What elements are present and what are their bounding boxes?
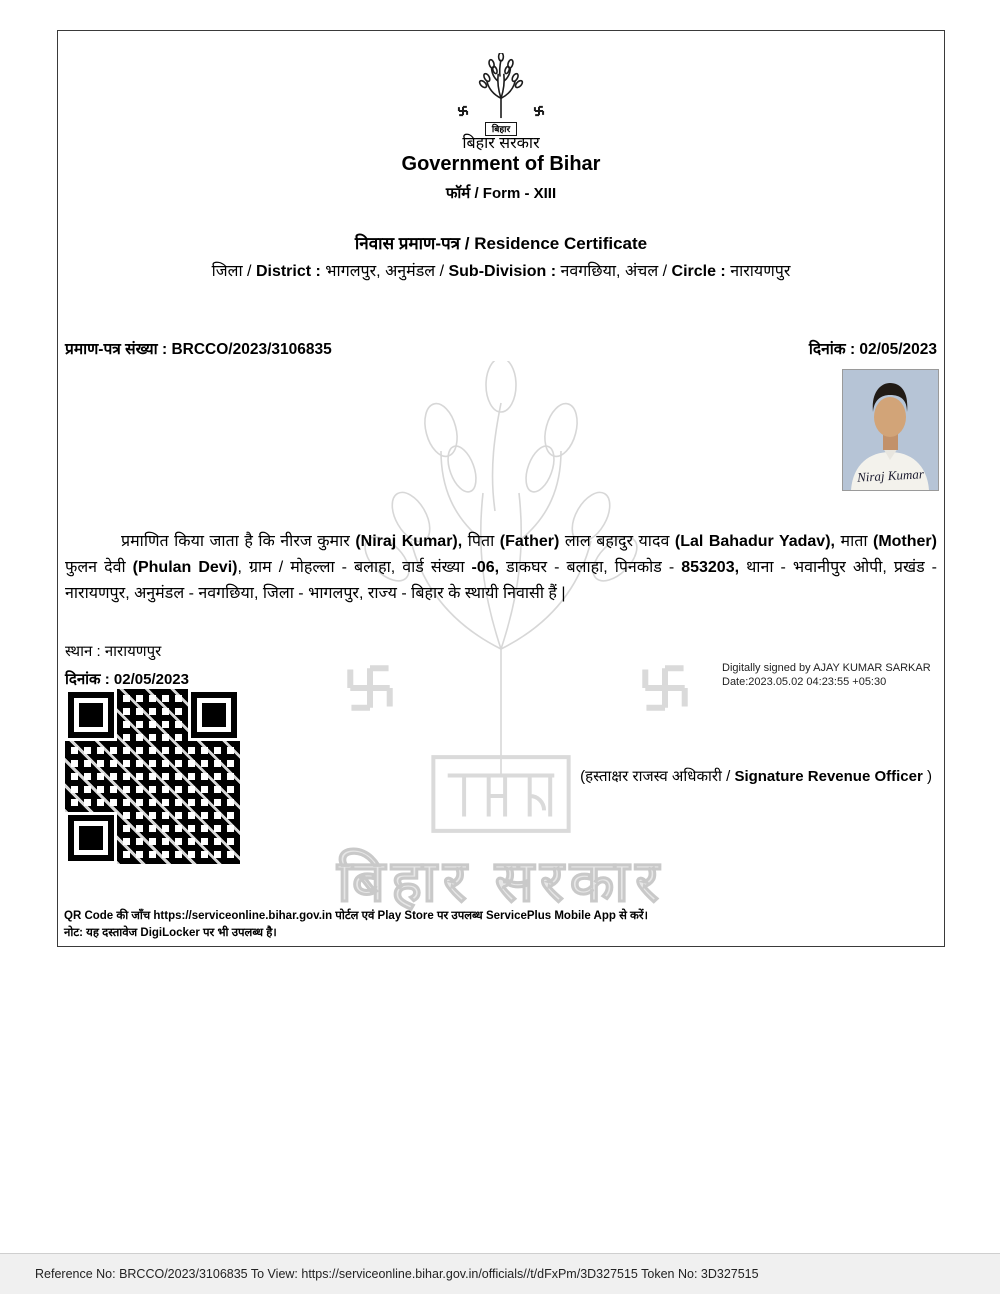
watermark-swastika-left-icon <box>341 659 399 717</box>
issue-place-label: स्थान : <box>65 643 105 660</box>
qr-finder-bottom-left <box>68 815 114 861</box>
issue-place-value: नारायणपुर <box>104 643 162 660</box>
father-name-hindi: लाल बहादुर यादव <box>559 533 675 550</box>
certificate-meta-row <box>65 337 937 359</box>
address-text: डाकघर - बलाहा, पिनकोड - <box>499 559 682 576</box>
photo-signature: Niraj Kumar <box>856 466 925 485</box>
issue-date-label: दिनांक : <box>65 671 114 688</box>
reference-footer-text: Reference No: BRCCO/2023/3106835 To View: https://serviceonline.bihar.gov.in/officials//t/dFxPm/3D327515 Token No: 3D327515 <box>35 1267 759 1281</box>
officer-signature-caption <box>580 766 932 786</box>
district-line <box>58 259 944 281</box>
mother-label-hindi: माता <box>834 533 873 550</box>
statement-text: प्रमाणित किया जाता है कि नीरज कुमार <box>121 533 356 550</box>
emblem-tree-icon <box>472 53 530 119</box>
district-label: District : <box>255 263 326 280</box>
pincode: 853203, <box>681 559 740 576</box>
emblem-nameplate: बिहार <box>485 122 517 136</box>
officer-caption-hindi: (हस्ताक्षर राजस्व अधिकारी / <box>580 768 735 785</box>
district-label-hindi: जिला / <box>211 263 256 280</box>
circle-label: Circle : <box>671 263 731 280</box>
form-number: फॉर्म / Form - XIII <box>445 185 557 202</box>
government-title-hindi: बिहार सरकार <box>462 135 540 152</box>
certificate-number-label: प्रमाण-पत्र संख्या : <box>65 341 172 358</box>
issue-place <box>65 641 161 661</box>
digital-signature-block <box>722 661 931 689</box>
government-title-english: Government of Bihar <box>401 153 601 175</box>
bihar-government-emblem <box>431 53 571 137</box>
certificate-date-label: दिनांक : <box>808 341 860 358</box>
digital-signature-line2: Date:2023.05.02 04:23:55 +05:30 <box>722 676 887 688</box>
applicant-photo <box>842 369 939 491</box>
certificate-number-value: BRCCO/2023/3106835 <box>171 341 332 358</box>
applicant-name-english: (Niraj Kumar), <box>355 533 463 550</box>
father-label: (Father) <box>499 533 560 550</box>
address-text: , ग्राम / मोहल्ला - बलाहा, वार्ड संख्या <box>237 559 472 576</box>
certificate-border-box <box>57 30 945 947</box>
qr-code <box>65 689 240 864</box>
watermark-text: बिहार सरकार <box>336 849 665 914</box>
emblem-swastika-right-icon <box>533 105 545 117</box>
certificate-statement <box>65 529 937 607</box>
father-name-english: (Lal Bahadur Yadav), <box>674 533 835 550</box>
page-footer <box>0 1253 1000 1294</box>
subdivision-value: नवगछिया, अंचल / <box>560 263 672 280</box>
certificate-date <box>809 337 937 359</box>
watermark-nameplate-icon <box>429 753 574 835</box>
qr-finder-top-right <box>191 692 237 738</box>
digilocker-note: नोट: यह दस्तावेज DigiLocker पर भी उपलब्ध है। <box>64 927 277 939</box>
certificate-number <box>65 337 332 359</box>
officer-caption-close: ) <box>922 768 932 785</box>
mother-name-english: (Phulan Devi) <box>132 559 238 576</box>
digital-signature-line1: Digitally signed by AJAY KUMAR SARKAR <box>722 662 931 674</box>
ward-number: -06, <box>471 559 500 576</box>
qr-verification-note: QR Code की जाँच https://serviceonline.bihar.gov.in पोर्टल एवं Play Store पर उपलब्ध ServicePlus Mobile App से करें। <box>64 910 648 922</box>
circle-value: नारायणपुर <box>730 263 791 280</box>
subdivision-label: Sub-Division : <box>448 263 561 280</box>
emblem-swastika-left-icon <box>457 105 469 117</box>
mother-label: (Mother) <box>873 533 937 550</box>
district-value: भागलपुर, अनुमंडल / <box>325 263 449 280</box>
address-text: थाना - भवानीपुर ओपी, प्रखंड - नारायणपुर, अनुमंडल - नवगछिया, जिला - भागलपुर, राज्य - बिहार के स्थायी निवासी हैं | <box>65 559 937 602</box>
officer-caption-english: Signature Revenue Officer <box>734 768 923 785</box>
qr-finder-top-left <box>68 692 114 738</box>
certificate-title: निवास प्रमाण-पत्र / Residence Certificate <box>354 234 648 253</box>
watermark-swastika-right-icon <box>636 659 694 717</box>
mother-name-hindi: फुलन देवी <box>65 559 133 576</box>
statement-text: पिता <box>462 533 500 550</box>
issue-date <box>65 669 189 689</box>
issue-date-value: 02/05/2023 <box>113 671 189 688</box>
certificate-date-value: 02/05/2023 <box>859 341 937 358</box>
